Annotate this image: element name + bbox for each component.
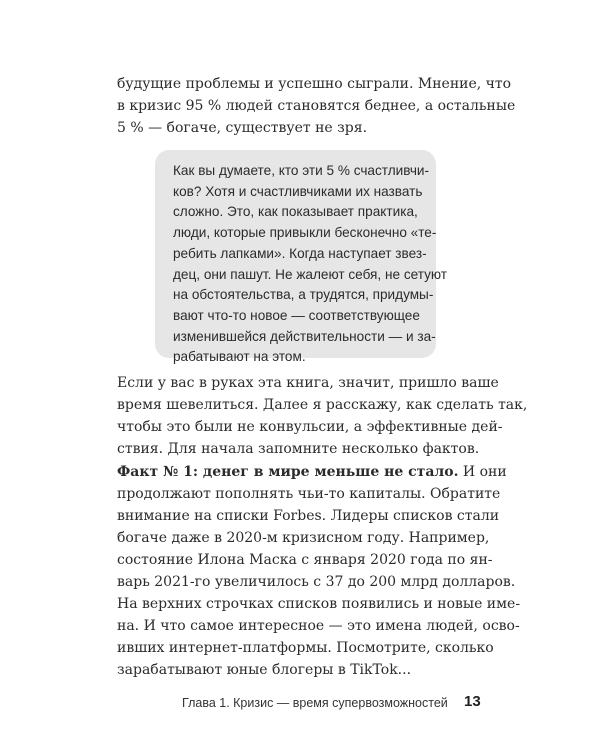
text-line: богаче даже в 2020-м кризисном году. Например, [117, 530, 490, 546]
text-line: время шевелиться. Далее я расскажу, как сделать так, [117, 397, 528, 413]
fact-heading-rest: И они [458, 464, 507, 480]
callout-line: ков? Хотя и счастливчиками их назвать [173, 183, 423, 199]
paragraph-top [117, 73, 516, 139]
paragraph-middle [117, 372, 528, 460]
text-line: внимание на списки Forbes. Лидеры списков стали [117, 508, 500, 524]
callout-line: Как вы думаете, кто эти 5 % счастливчи- [173, 163, 430, 178]
text-line: На верхних строчках списков появились и новые име- [117, 596, 521, 612]
text-line: в кризис 95 % людей становятся беднее, а остальные [117, 98, 516, 114]
text-line: ивших интернет-платформы. Посмотрите, сколько [117, 640, 494, 656]
callout-line: ребить лапками». Когда наступает звез- [173, 245, 427, 261]
text-line: чтобы это были не конвульсии, а эффективные дей- [117, 419, 503, 435]
text-line: зарабатывают юные блогеры в TikTok... [117, 662, 412, 678]
callout-line: дец, они пашут. Не жалеют себя, не сетуют [173, 266, 448, 282]
text-line: 5 % — богаче, существует не зря. [117, 120, 368, 136]
callout-line: рабатывают на этом. [173, 349, 306, 365]
fact-heading: Факт № 1: денег в мире меньше не стало. [117, 464, 459, 480]
text-line: состояние Илона Маска с января 2020 года по ян- [117, 552, 493, 568]
text-line: продолжают пополнять чьи-то капиталы. Обратите [117, 486, 501, 502]
callout-line: изменившейся действительности — и за- [173, 328, 436, 344]
fact-first-line [117, 461, 507, 483]
text-line: ствия. Для начала запомните несколько фактов. [117, 441, 480, 457]
running-footer-chapter-title: Глава 1. Кризис — время супервозможностей [182, 696, 448, 710]
text-line: Если у вас в руках эта книга, значит, пришло ваше [117, 375, 499, 391]
text-line: будущие проблемы и успешно сыграли. Мнение, что [117, 76, 512, 92]
page-number: 13 [464, 693, 481, 710]
paragraph-fact-1 [117, 461, 521, 681]
callout-line: вают что-то новое — соответствующее [173, 307, 420, 323]
callout-box [155, 150, 448, 365]
callout-line: люди, которые привыкли бесконечно «те- [173, 225, 437, 241]
text-line: варь 2021-го увеличилось с 37 до 200 млрд долларов. [117, 574, 516, 590]
callout-line: на обстоятельства, а трудятся, придумы- [173, 287, 434, 303]
callout-line: сложно. Это, как показывает практика, [173, 204, 418, 220]
text-line: на. И что самое интересное — это имена людей, осво- [117, 618, 520, 634]
